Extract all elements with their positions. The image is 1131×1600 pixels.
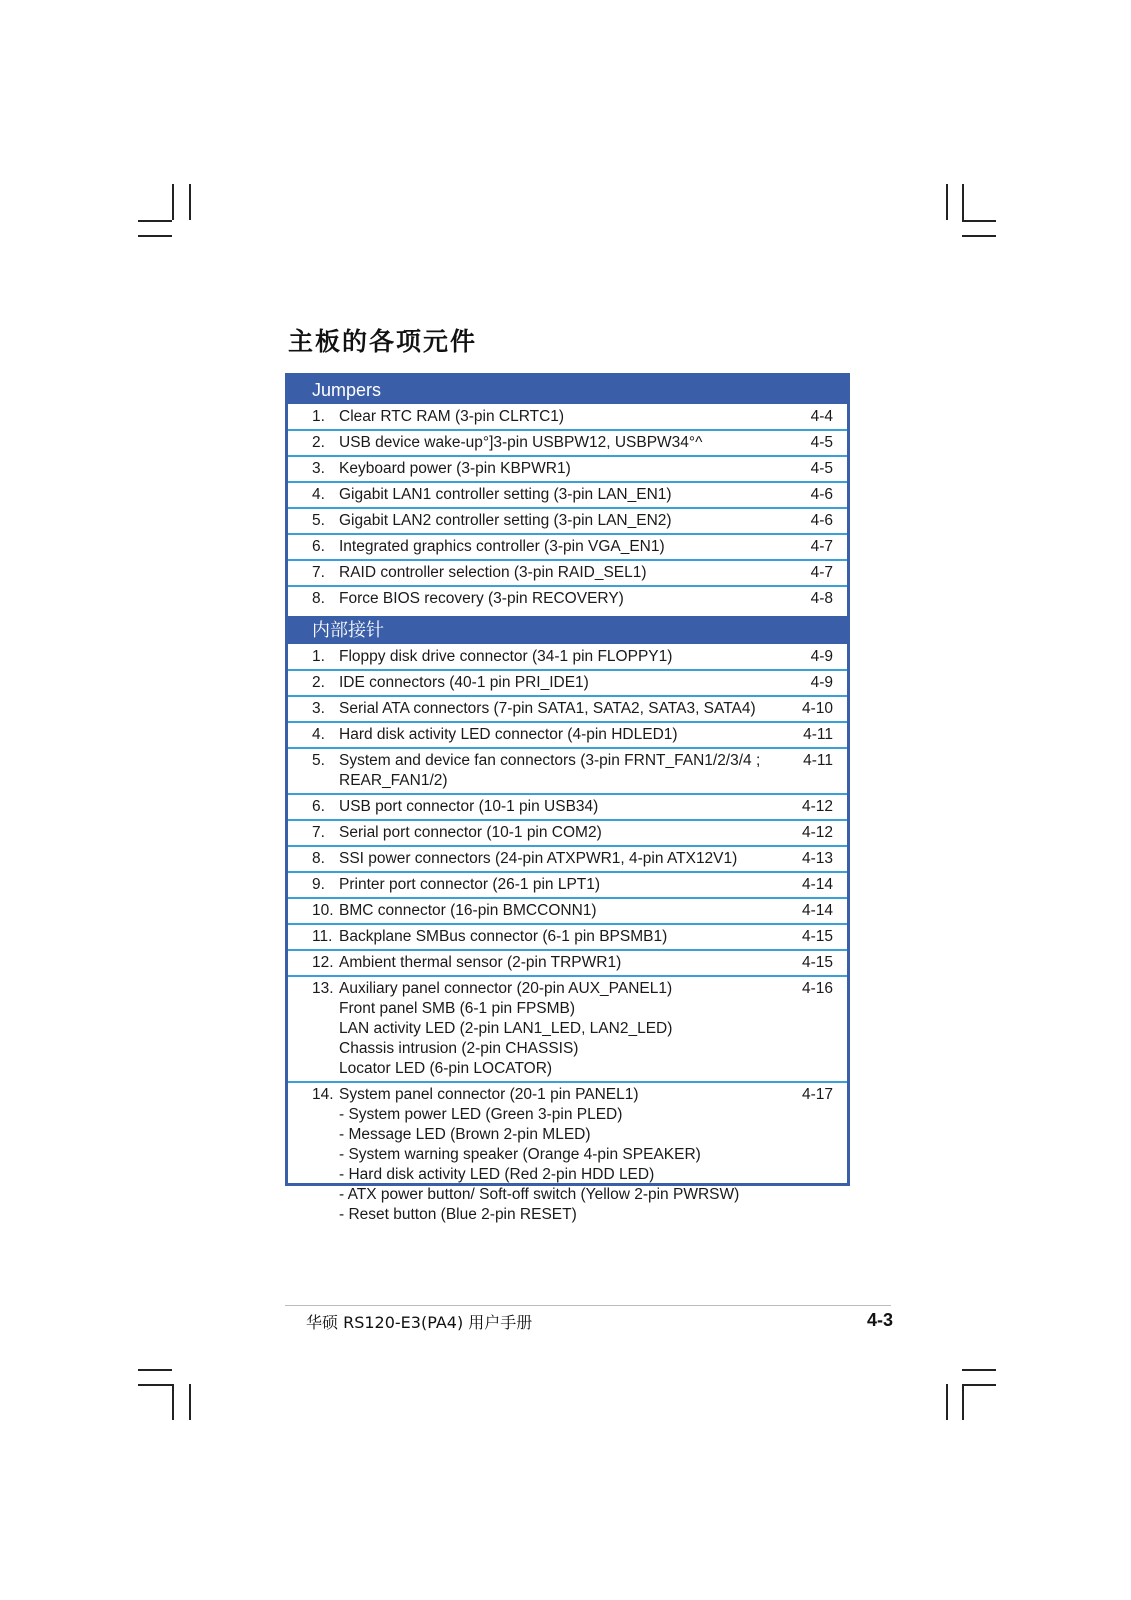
toc-entry-line: Gigabit LAN1 controller setting (3-pin LAN_EN1) bbox=[339, 486, 672, 503]
toc-entry bbox=[288, 482, 847, 508]
toc-entry-page: 4-14 bbox=[801, 902, 833, 919]
toc-entry bbox=[288, 696, 847, 722]
toc-entry-line: Floppy disk drive connector (34-1 pin FLOPPY1) bbox=[339, 648, 673, 665]
toc-entry-title bbox=[339, 875, 600, 895]
toc-entry-line: - Hard disk activity LED (Red 2-pin HDD LED) bbox=[339, 1166, 655, 1183]
toc-entry-line: BMC connector (16-pin BMCCONN1) bbox=[339, 902, 597, 919]
toc-entry bbox=[288, 722, 847, 748]
toc-entry-number: 7. bbox=[312, 824, 325, 841]
toc-entry-number: 6. bbox=[312, 538, 325, 555]
toc-entry-number: 9. bbox=[312, 876, 325, 893]
toc-entry bbox=[288, 1082, 847, 1228]
toc-entry-line: Auxiliary panel connector (20-pin AUX_PANEL1) bbox=[339, 980, 673, 997]
toc-entry-line: - System power LED (Green 3-pin PLED) bbox=[339, 1106, 623, 1123]
toc-entry-title bbox=[339, 537, 665, 557]
toc-entry-line: USB device wake-up°]3-pin USBPW12, USBPW34°^ bbox=[339, 434, 703, 451]
toc-entry-line: Locator LED (6-pin LOCATOR) bbox=[339, 1060, 553, 1077]
table-of-contents bbox=[285, 373, 850, 1223]
toc-entry-line: Backplane SMBus connector (6-1 pin BPSMB1) bbox=[339, 928, 668, 945]
toc-entry-number: 2. bbox=[312, 434, 325, 451]
toc-entry-title bbox=[339, 725, 678, 745]
toc-entry-page: 4-6 bbox=[810, 512, 833, 529]
toc-entry-number: 14. bbox=[312, 1086, 334, 1103]
toc-entry bbox=[288, 748, 847, 794]
toc-entry-title bbox=[339, 433, 702, 453]
toc-entry-line: Clear RTC RAM (3-pin CLRTC1) bbox=[339, 408, 565, 425]
toc-entry-title bbox=[339, 751, 760, 791]
page-title: 主板的各项元件 bbox=[288, 327, 478, 356]
section-header: Jumpers bbox=[288, 376, 847, 404]
toc-entry-title bbox=[339, 901, 597, 921]
toc-entry-line: USB port connector (10-1 pin USB34) bbox=[339, 798, 599, 815]
toc-entry-title bbox=[339, 563, 647, 583]
toc-entry-page: 4-12 bbox=[801, 824, 833, 841]
toc-entry-line: Serial ATA connectors (7-pin SATA1, SATA2, SATA3, SATA4) bbox=[339, 700, 756, 717]
toc-entry-title bbox=[339, 699, 756, 719]
toc-entry-number: 3. bbox=[312, 700, 325, 717]
toc-entry-page: 4-13 bbox=[801, 850, 833, 867]
toc-entry-page: 4-7 bbox=[810, 564, 833, 581]
toc-entry-number: 3. bbox=[312, 460, 325, 477]
toc-entry-title bbox=[339, 647, 672, 667]
toc-entry-title bbox=[339, 407, 564, 427]
toc-entry-number: 1. bbox=[312, 648, 325, 665]
toc-entry-number: 4. bbox=[312, 486, 325, 503]
toc-entry-title bbox=[339, 589, 624, 609]
toc-entry-line: IDE connectors (40-1 pin PRI_IDE1) bbox=[339, 674, 589, 691]
toc-entry-title bbox=[339, 823, 602, 843]
toc-entry-number: 5. bbox=[312, 512, 325, 529]
toc-entry-page: 4-15 bbox=[801, 928, 833, 945]
toc-entry-line: SSI power connectors (24-pin ATXPWR1, 4-pin ATX12V1) bbox=[339, 850, 738, 867]
toc-entry-number: 4. bbox=[312, 726, 325, 743]
toc-entry-page: 4-9 bbox=[810, 674, 833, 691]
toc-entry-line: REAR_FAN1/2) bbox=[339, 772, 448, 789]
footer-page-number: 4-3 bbox=[866, 1310, 893, 1330]
toc-entry bbox=[288, 846, 847, 872]
toc-entry-line: Force BIOS recovery (3-pin RECOVERY) bbox=[339, 590, 624, 607]
toc-entry-title bbox=[339, 485, 672, 505]
toc-entry-number: 8. bbox=[312, 850, 325, 867]
toc-entry bbox=[288, 430, 847, 456]
toc-entry-line: Hard disk activity LED connector (4-pin HDLED1) bbox=[339, 726, 678, 743]
toc-entry-page: 4-4 bbox=[810, 408, 833, 425]
toc-entry bbox=[288, 670, 847, 696]
toc-entry-line: - Reset button (Blue 2-pin RESET) bbox=[339, 1206, 577, 1223]
toc-entry bbox=[288, 404, 847, 430]
toc-entry bbox=[288, 794, 847, 820]
toc-entry-line: LAN activity LED (2-pin LAN1_LED, LAN2_LED) bbox=[339, 1020, 673, 1037]
toc-entry-title bbox=[339, 673, 589, 693]
toc-entry-line: Chassis intrusion (2-pin CHASSIS) bbox=[339, 1040, 579, 1057]
toc-entry bbox=[288, 644, 847, 670]
toc-entry-line: System panel connector (20-1 pin PANEL1) bbox=[339, 1086, 639, 1103]
toc-entry-line: Gigabit LAN2 controller setting (3-pin LAN_EN2) bbox=[339, 512, 672, 529]
toc-entry-title bbox=[339, 953, 621, 973]
toc-entry bbox=[288, 586, 847, 612]
toc-entry-title bbox=[339, 511, 672, 531]
toc-entry-line: Keyboard power (3-pin KBPWR1) bbox=[339, 460, 571, 477]
toc-entry-number: 7. bbox=[312, 564, 325, 581]
toc-entry-page: 4-14 bbox=[801, 876, 833, 893]
toc-entry-number: 5. bbox=[312, 752, 325, 769]
toc-entry bbox=[288, 534, 847, 560]
footer-divider bbox=[285, 1305, 891, 1306]
toc-entry bbox=[288, 872, 847, 898]
toc-entry-page: 4-15 bbox=[801, 954, 833, 971]
toc-entry-line: Integrated graphics controller (3-pin VGA_EN1) bbox=[339, 538, 665, 555]
toc-entry-page: 4-16 bbox=[801, 980, 833, 997]
toc-entry bbox=[288, 560, 847, 586]
toc-entry-number: 6. bbox=[312, 798, 325, 815]
toc-entry-line: Serial port connector (10-1 pin COM2) bbox=[339, 824, 602, 841]
toc-entry-title bbox=[339, 979, 672, 1079]
toc-entry-line: - System warning speaker (Orange 4-pin SPEAKER) bbox=[339, 1146, 701, 1163]
toc-entry-number: 11. bbox=[312, 928, 333, 945]
toc-entry-page: 4-11 bbox=[803, 726, 833, 743]
toc-entry-number: 2. bbox=[312, 674, 325, 691]
section-header: 内部接针 bbox=[288, 616, 847, 644]
toc-entry-line: Ambient thermal sensor (2-pin TRPWR1) bbox=[339, 954, 622, 971]
toc-entry-page: 4-5 bbox=[810, 460, 833, 477]
toc-entry bbox=[288, 898, 847, 924]
toc-entry-page: 4-12 bbox=[801, 798, 833, 815]
toc-entry-page: 4-5 bbox=[810, 434, 833, 451]
toc-entry-title bbox=[339, 927, 667, 947]
toc-entry-line: Front panel SMB (6-1 pin FPSMB) bbox=[339, 1000, 576, 1017]
toc-entry-page: 4-7 bbox=[810, 538, 833, 555]
toc-entry-page: 4-11 bbox=[803, 752, 833, 769]
toc-entry bbox=[288, 924, 847, 950]
toc-entry-line: - Message LED (Brown 2-pin MLED) bbox=[339, 1126, 591, 1143]
toc-entry-page: 4-10 bbox=[801, 700, 833, 717]
toc-entry-number: 13. bbox=[312, 980, 334, 997]
toc-entry bbox=[288, 456, 847, 482]
toc-entry-line: RAID controller selection (3-pin RAID_SEL1) bbox=[339, 564, 647, 581]
toc-entry bbox=[288, 508, 847, 534]
toc-entry-number: 1. bbox=[312, 408, 325, 425]
toc-entry-line: Printer port connector (26-1 pin LPT1) bbox=[339, 876, 601, 893]
toc-entry-line: System and device fan connectors (3-pin FRNT_FAN1/2/3/4 ; bbox=[339, 752, 761, 769]
toc-entry-page: 4-6 bbox=[810, 486, 833, 503]
footer-manual-title: 华硕 RS120-E3(PA4) 用户手册 bbox=[306, 1313, 533, 1332]
toc-entry-title bbox=[339, 459, 571, 479]
toc-entry-number: 8. bbox=[312, 590, 325, 607]
toc-entry-page: 4-17 bbox=[801, 1086, 833, 1103]
toc-entry bbox=[288, 976, 847, 1082]
toc-entry-title bbox=[339, 1085, 739, 1225]
toc-entry-line: - ATX power button/ Soft-off switch (Yellow 2-pin PWRSW) bbox=[339, 1186, 740, 1203]
toc-entry-number: 12. bbox=[312, 954, 334, 971]
toc-entry-title bbox=[339, 797, 598, 817]
toc-entry-page: 4-8 bbox=[810, 590, 833, 607]
toc-entry bbox=[288, 950, 847, 976]
toc-entry-number: 10. bbox=[312, 902, 334, 919]
toc-entry-title bbox=[339, 849, 737, 869]
toc-entry bbox=[288, 820, 847, 846]
toc-entry-page: 4-9 bbox=[810, 648, 833, 665]
